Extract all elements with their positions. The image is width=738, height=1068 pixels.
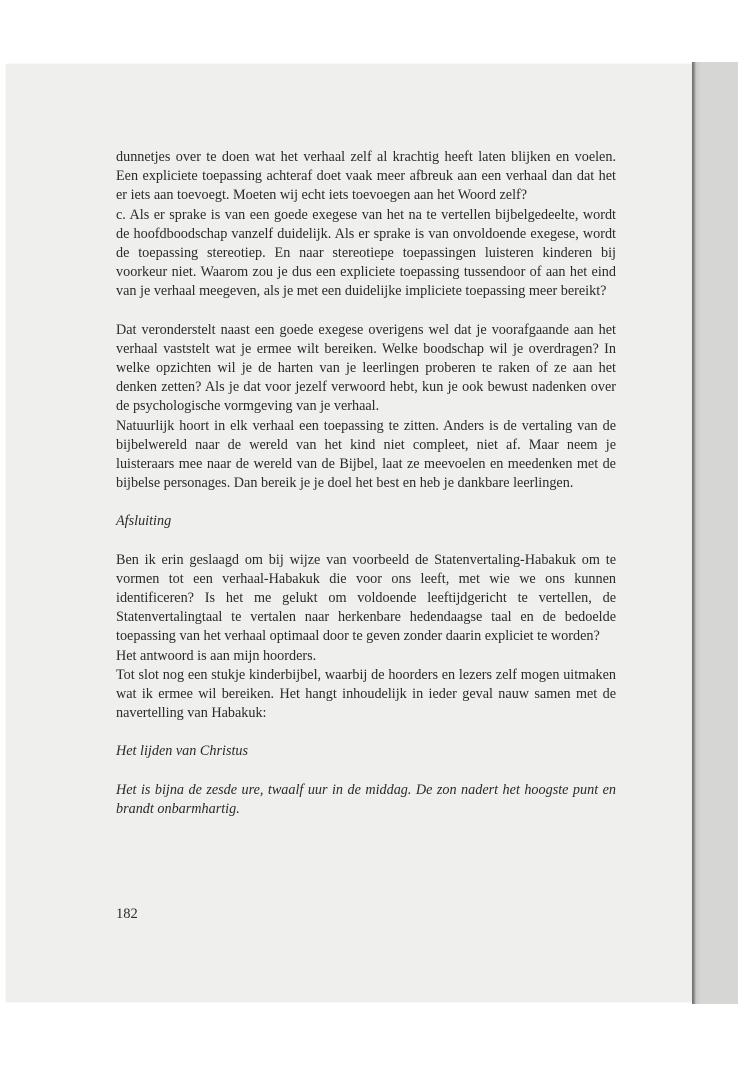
paragraph: Het antwoord is aan mijn hoorders. — [116, 647, 317, 664]
paragraph: Ben ik erin geslaagd om bij wijze van voorbeeld de Statenvertaling-Habakuk om te vormen tot een verhaal-Habakuk die voor ons leeft, met wie we ons kunnen identificeren? Is het me gelukt om voldoende leeftijdgericht te vertellen, de Statenvertalingtaal te vertalen naar herkenbare hedendaagse taal en de bedoelde toepassing van het verhaal optimaal door te geven zonder daarin expliciet te worden? — [116, 551, 616, 645]
next-page-edge — [702, 62, 738, 1004]
italic-paragraph: Het is bijna de zesde ure, twaalf uur in de middag. De zon nadert het hoogste punt en brandt onbarmhartig. — [116, 781, 616, 817]
paragraph: Natuurlijk hoort in elk verhaal een toepassing te zitten. Anders is de vertaling van de bijbelwereld naar de wereld van het kind niet compleet, niet af. Maar neem je luisteraars mee naar de wereld van de Bijbel, laat ze meevoelen en meedenken met de bijbelse personages. Dan bereik je je doel het best en heb je dankbare leerlingen. — [116, 417, 616, 492]
paragraph: Tot slot nog een stukje kinderbijbel, waarbij de hoorders en lezers zelf mogen uitmaken wat ik ermee wil bereiken. Het hangt inhoudelijk in ieder geval nauw samen met de navertelling van Habakuk: — [116, 666, 616, 722]
section-heading-afsluiting: Afsluiting — [116, 513, 172, 530]
body-text — [116, 148, 616, 819]
section-heading-lijden: Het lijden van Christus — [116, 743, 249, 760]
paragraph: Dat veronderstelt naast een goede exegese overigens wel dat je voorafgaande aan het verhaal vaststelt wat je ermee wilt bereiken. Welke boodschap wil je overdragen? In welke opzichten wil je de harten van je leerlingen proberen te raken of ze aan het denken zetten? Als je dat voor jezelf verwoord hebt, kun je ook bewust nadenken over de psychologische vormgeving van je verhaal. — [116, 321, 616, 415]
book-spine-shadow — [692, 62, 702, 1004]
page-number: 182 — [116, 906, 138, 922]
paragraph: c. Als er sprake is van een goede exegese van het na te vertellen bijbelgedeelte, wordt de hoofdboodschap vanzelf duidelijk. Als er sprake is van onvoldoende exegese, wordt de toepassing stereotiep. En naar stereotiepe toepassingen luisteren kinderen bij voorkeur niet. Waarom zou je dus een expliciete toepassing tussendoor of aan het eind van je verhaal meegeven, als je met een duidelijke impliciete toepassing meer bereikt? — [116, 206, 616, 300]
paragraph: dunnetjes over te doen wat het verhaal zelf al krachtig heeft laten blijken en voelen. Een expliciete toepassing achteraf doet vaak meer afbreuk aan een verhaal dan dat het er iets aan toevoegt. Moeten wij echt iets toevoegen aan het Woord zelf? — [116, 149, 616, 204]
